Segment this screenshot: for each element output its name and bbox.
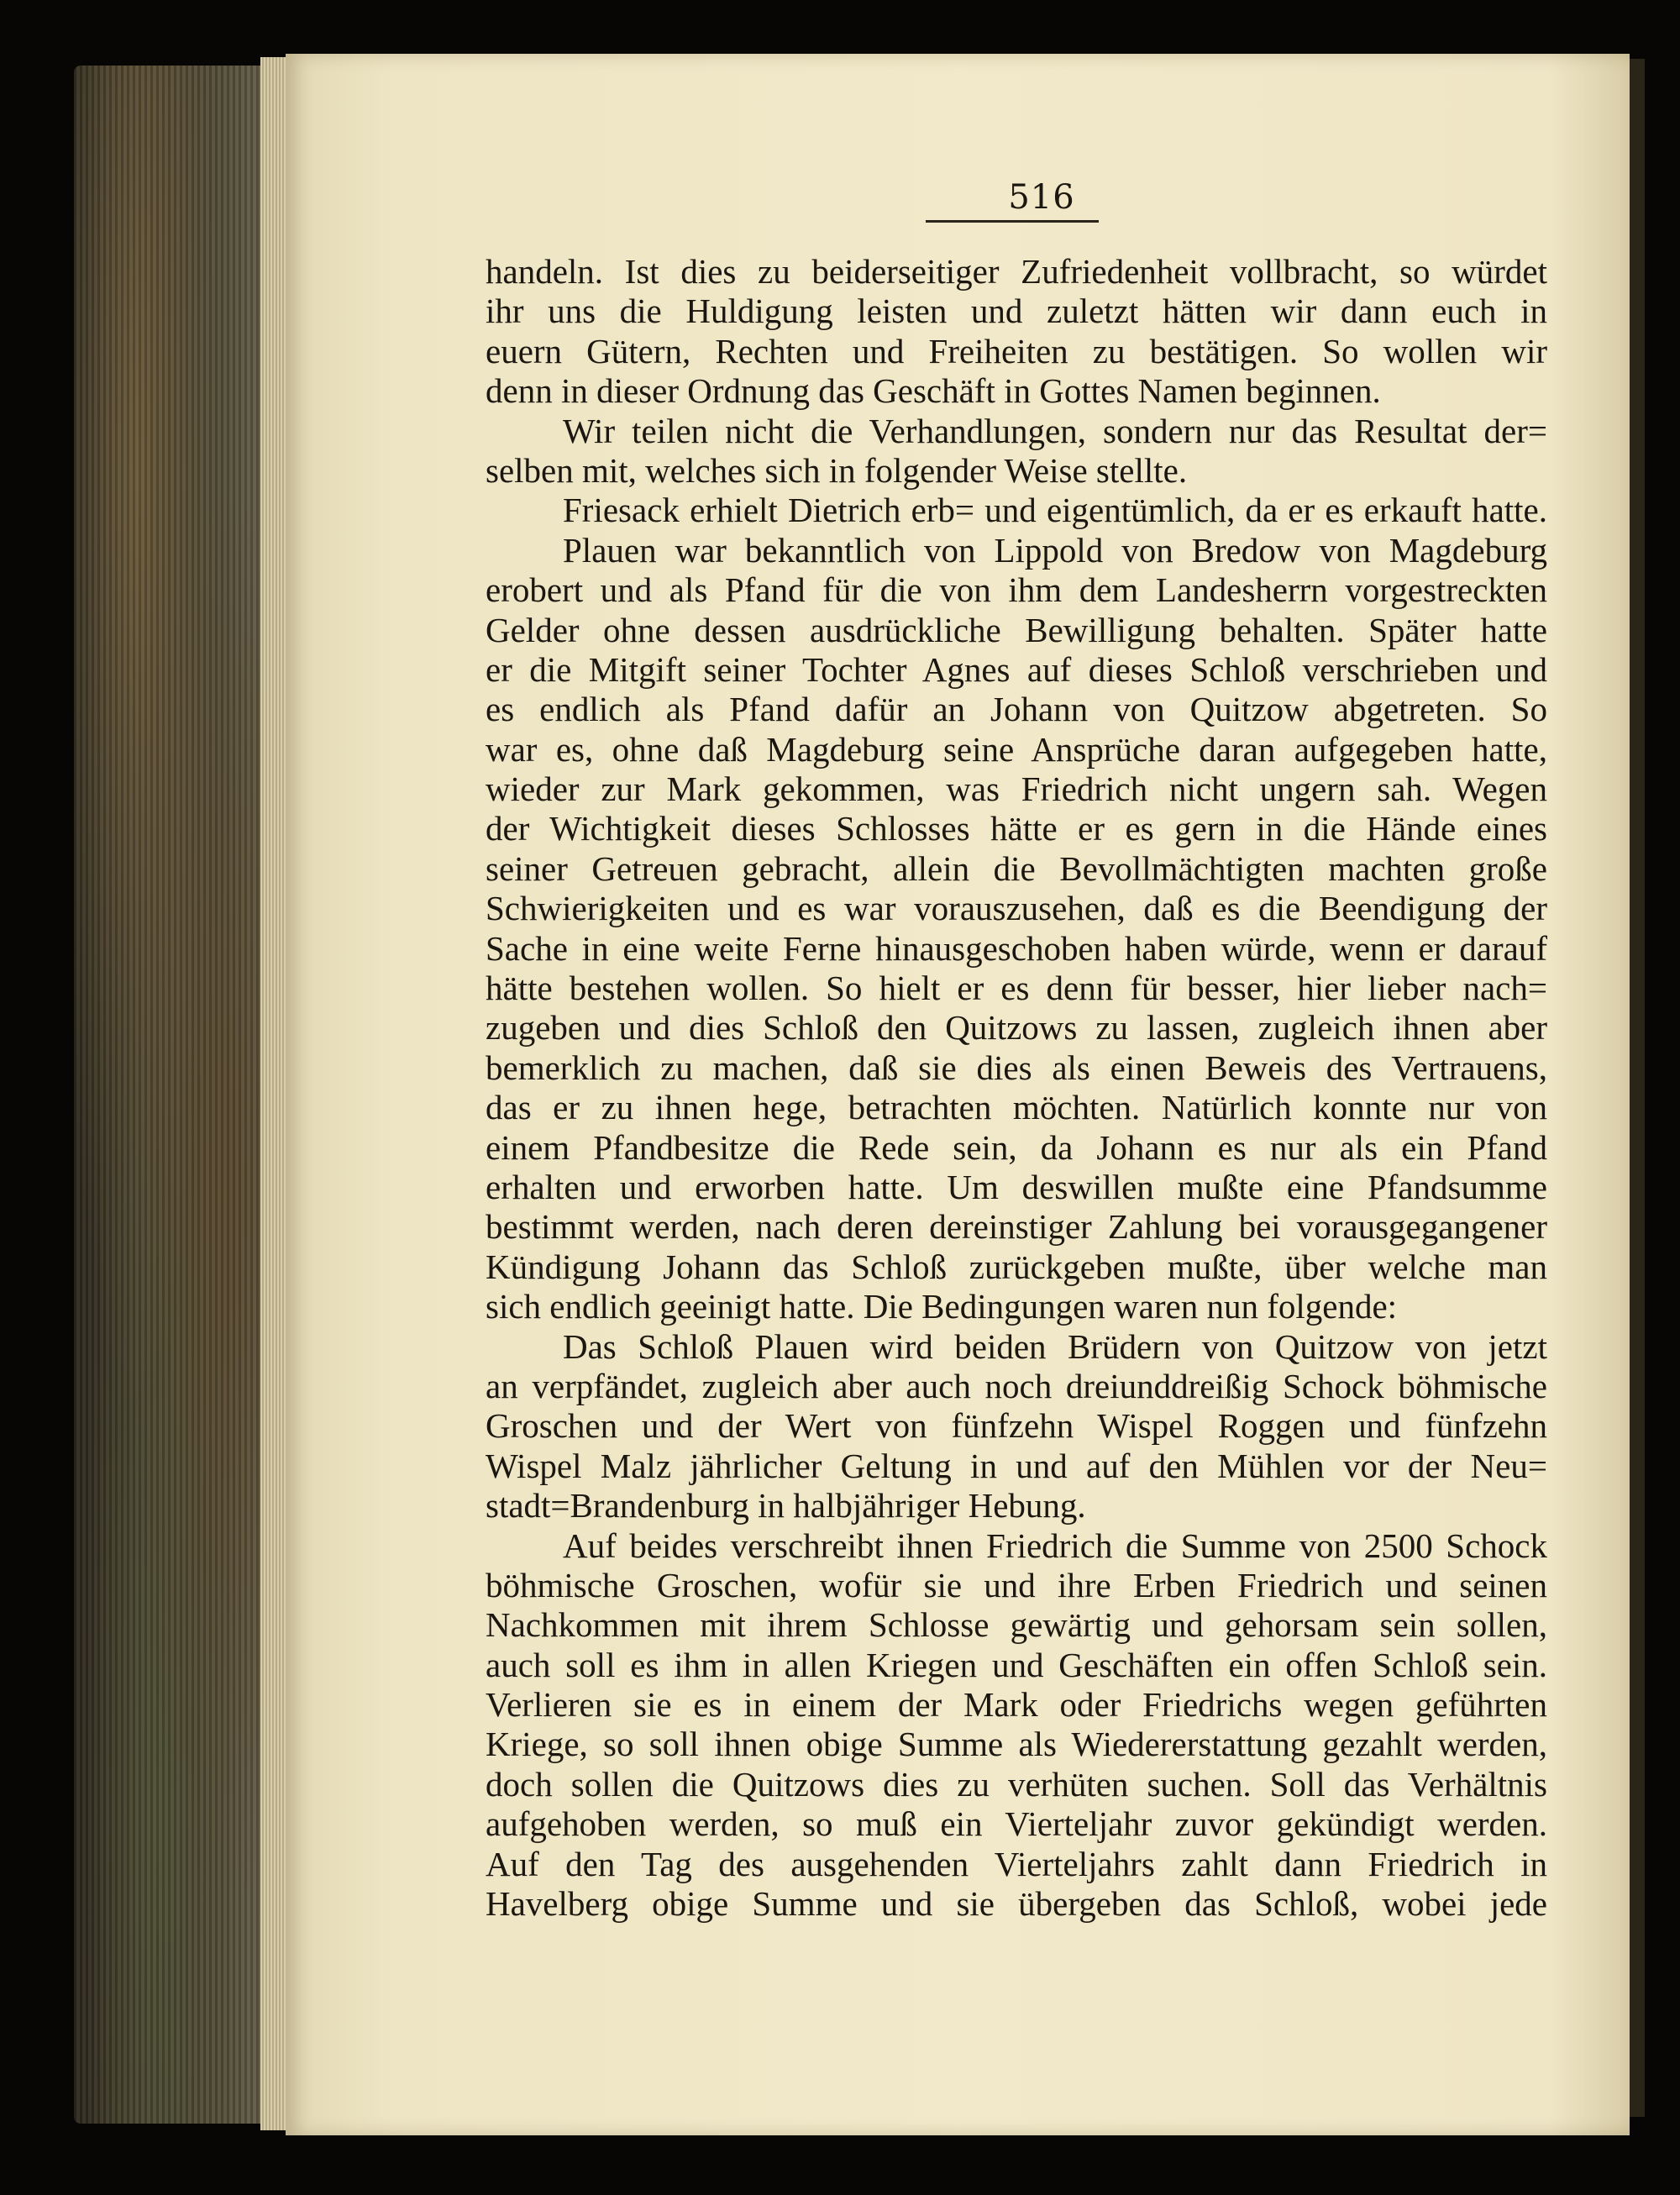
text-line: böhmische Groschen, wofür sie und ihre Erben Friedrich und seinen [486, 1565, 1547, 1604]
text-line: ihr uns die Huldigung leisten und zuletzt hätten wir dann euch in [486, 291, 1547, 331]
book-fore-edge [74, 66, 286, 2124]
text-line: Nachkommen mit ihrem Schlosse gewärtig und gehorsam sein sollen, [486, 1605, 1547, 1645]
text-line: war es, ohne daß Magdeburg seine Ansprüche daran aufgegeben hatte, [486, 729, 1547, 769]
text-line: wieder zur Mark gekommen, was Friedrich nicht ungern sah. Wegen [486, 769, 1547, 809]
text-line: Havelberg obige Summe und sie übergeben das Schloß, wobei jede [486, 1884, 1547, 1924]
text-line: denn in dieser Ordnung das Geschäft in Gottes Namen beginnen. [486, 371, 1381, 411]
text-line: seiner Getreuen gebracht, allein die Bevollmächtigten machten große [486, 848, 1547, 888]
text-line: auch soll es ihm in allen Kriegen und Geschäften ein offen Schloß sein. [486, 1645, 1547, 1684]
text-line: euern Gütern, Rechten und Freiheiten zu bestätigen. So wollen wir [486, 331, 1547, 370]
body-text [486, 252, 1547, 1924]
page-number-rule [926, 220, 1099, 223]
text-line: Auf beides verschreibt ihnen Friedrich die Summe von 2500 Schock [563, 1525, 1547, 1565]
text-line: Friesack erhielt Dietrich erb= und eigentümlich, da er es erkauft hatte. [563, 491, 1547, 530]
text-line: Auf den Tag des ausgehenden Vierteljahrs zahlt dann Friedrich in [486, 1844, 1547, 1883]
text-line: selben mit, welches sich in folgender Weise stellte. [486, 450, 1188, 490]
text-line: handeln. Ist dies zu beiderseitiger Zufriedenheit vollbracht, so würdet [486, 252, 1547, 291]
text-line: Plauen war bekanntlich von Lippold von Bredow von Magdeburg [563, 530, 1547, 570]
text-line: Verlieren sie es in einem der Mark oder Friedrichs wegen geführten [486, 1685, 1547, 1725]
text-line: bemerklich zu machen, daß sie dies als einen Beweis des Vertrauens, [486, 1048, 1547, 1087]
text-line: aufgehoben werden, so muß ein Vierteljahr zuvor gekündigt werden. [486, 1804, 1547, 1844]
text-line: Gelder ohne dessen ausdrückliche Bewilligung behalten. Später hatte [486, 610, 1547, 649]
text-line: Das Schloß Plauen wird beiden Brüdern von Quitzow von jetzt [563, 1326, 1547, 1366]
text-line: Kriege, so soll ihnen obige Summe als Wiedererstattung gezahlt werden, [486, 1725, 1547, 1764]
text-line: erhalten und erworben hatte. Um deswillen mußte eine Pfandsumme [486, 1167, 1547, 1206]
text-line: stadt=Brandenburg in halbjähriger Hebung. [486, 1486, 1086, 1525]
text-line: Groschen und der Wert von fünfzehn Wispel Roggen und fünfzehn [486, 1406, 1547, 1446]
text-line: an verpfändet, zugleich aber auch noch dreiunddreißig Schock böhmische [486, 1366, 1547, 1405]
page-number: 516 [1008, 178, 1075, 217]
page-gutter-shadow [1630, 59, 1645, 2117]
text-line: doch sollen die Quitzows dies zu verhüten suchen. Soll das Verhältnis [486, 1764, 1547, 1804]
text-line: Sache in eine weite Ferne hinausgeschoben haben würde, wenn er darauf [486, 928, 1547, 968]
text-line: sich endlich geeinigt hatte. Die Bedingungen waren nun folgende: [486, 1287, 1398, 1326]
text-line: Schwierigkeiten und es war vorauszusehen, daß es die Beendigung der [486, 889, 1547, 928]
text-line: Wispel Malz jährlicher Geltung in und auf den Mühlen vor der Neu= [486, 1446, 1547, 1485]
text-line: erobert und als Pfand für die von ihm dem Landesherrn vorgestreckten [486, 570, 1547, 610]
text-line: der Wichtigkeit dieses Schlosses hätte er es gern in die Hände eines [486, 809, 1547, 848]
text-line: Kündigung Johann das Schloß zurückgeben mußte, über welche man [486, 1247, 1547, 1286]
text-line: einem Pfandbesitze die Rede sein, da Johann es nur als ein Pfand [486, 1127, 1547, 1167]
text-line: das er zu ihnen hege, betrachten möchten. Natürlich konnte nur von [486, 1088, 1547, 1127]
text-line: bestimmt werden, nach deren dereinstiger Zahlung bei vorausgegangener [486, 1207, 1547, 1247]
text-line: Wir teilen nicht die Verhandlungen, sondern nur das Resultat der= [563, 411, 1547, 450]
text-line: zugeben und dies Schloß den Quitzows zu lassen, zugleich ihnen aber [486, 1008, 1547, 1048]
text-line: es endlich als Pfand dafür an Johann von Quitzow abgetreten. So [486, 690, 1547, 729]
text-line: er die Mitgift seiner Tochter Agnes auf dieses Schloß verschrieben und [486, 649, 1547, 689]
text-line: hätte bestehen wollen. So hielt er es denn für besser, hier lieber nach= [486, 969, 1547, 1008]
